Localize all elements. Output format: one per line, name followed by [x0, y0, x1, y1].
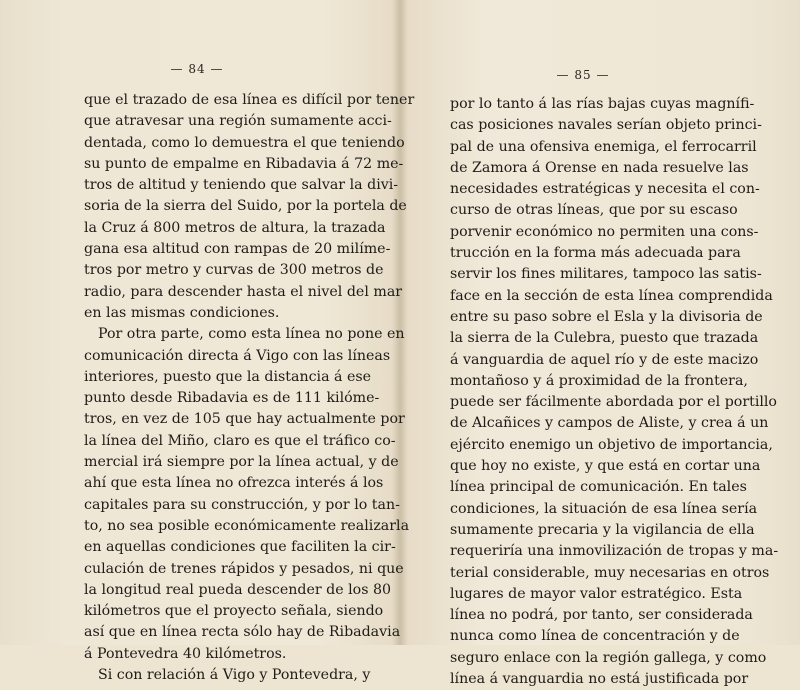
text-line: á vanguardia de aquel río y de este macizo [450, 351, 759, 368]
text-line: culación de trenes rápidos y pesados, ni que [84, 560, 404, 577]
text-line: servir los fines militares, tampoco las satis- [450, 266, 762, 283]
page-number: — 85 — [556, 68, 610, 82]
text-line: tros, en vez de 105 que hay actualmente por [84, 411, 405, 428]
text-line: face en la sección de esta línea comprendida [450, 287, 773, 304]
text-line: sumamente precaria y la vigilancia de ella [450, 521, 755, 538]
text-line: tros por metro y curvas de 300 metros de [84, 262, 384, 279]
text-line: Por otra parte, como esta línea no pone en [98, 326, 405, 343]
text-line: por lo tanto á las rías bajas cuyas magnífi- [450, 96, 755, 112]
text-line: línea no podrá, por tanto, ser considerada [450, 607, 753, 624]
text-line: así que en línea recta sólo hay de Ribadavia [84, 624, 401, 641]
text-line: montañoso y á proximidad de la frontera, [450, 372, 748, 389]
text-line: capitales para su construcción, y por lo tan- [84, 496, 400, 513]
text-line: línea á vanguardia no está justificada por [450, 671, 749, 688]
text-line: radio, para descender hasta el nivel del mar [84, 283, 403, 300]
text-line: tros de altitud y teniendo que salvar la divi- [84, 177, 399, 194]
page-number: — 84 — [170, 62, 224, 76]
text-line: to, no sea posible económicamente realizarla [84, 517, 410, 534]
text-line: curso de otras líneas, que por su escaso [450, 202, 738, 219]
text-line: la sierra de la Culebra, puesto que trazada [450, 330, 759, 347]
text-line: soria de la sierra del Suido, por la portela de [84, 198, 407, 215]
text-line: en aquellas condiciones que faciliten la cir- [84, 539, 396, 556]
text-line: la longitud real pueda descender de los 80 [84, 581, 392, 598]
text-line: lugares de mayor valor estratégico. Esta [450, 585, 743, 602]
text-line: mercial irá siempre por la línea actual, y de [84, 454, 399, 471]
text-line: comunicación directa á Vigo con las líneas [84, 347, 391, 364]
page-text [450, 94, 779, 690]
text-line: Si con relación á Vigo y Pontevedra, y [98, 667, 371, 684]
text-line: condiciones, la situación de esa línea sería [450, 500, 758, 517]
text-line: trucción en la forma más adecuada para [450, 245, 741, 262]
text-line: que atravesar una región sumamente acci- [84, 113, 392, 130]
text-line: la Cruz á 800 metros de altura, la trazada [84, 219, 386, 236]
text-line: en las mismas condiciones. [84, 304, 280, 321]
text-line: que el trazado de esa línea es difícil por tener [84, 92, 415, 108]
text-line: nunca como línea de concentración y de [450, 628, 740, 645]
text-line: dentada, como lo demuestra el que teniendo [84, 134, 405, 151]
text-line: puede ser fácilmente abordada por el portillo [450, 394, 777, 411]
text-line: pal de una ofensiva enemiga, el ferrocarril [450, 138, 757, 155]
text-line: ejército enemigo un objetivo de importancia, [450, 436, 773, 453]
text-line: ahí que esta línea no ofrezca interés á los [84, 475, 384, 492]
text-line: á Pontevedra 40 kilómetros. [84, 645, 287, 662]
text-line: cas posiciones navales serían objeto princi- [450, 117, 762, 134]
right-page [402, 0, 800, 688]
text-line: punto desde Ribadavia es de 111 kilóme- [84, 390, 380, 407]
text-line: entre su paso sobre el Esla y la divisoria de [450, 308, 763, 325]
text-line: de Zamora á Orense en nada resuelve las [450, 159, 749, 176]
text-line: la línea del Miño, claro es que el tráfico co- [84, 432, 396, 449]
text-line: requeriría una inmovilización de tropas y ma- [450, 543, 779, 560]
text-line: necesidades estratégicas y necesita el con- [450, 181, 760, 198]
text-line: porvenir económico no permiten una cons- [450, 223, 759, 240]
text-line: interiores, puesto que la distancia á ese [84, 368, 372, 385]
text-line: de Alcañices y campos de Aliste, y crea á un [450, 415, 769, 432]
text-line: su punto de empalme en Ribadavia á 72 me- [84, 155, 404, 172]
text-line: kilómetros que el proyecto señala, siendo [84, 603, 384, 620]
text-line: terial considerable, muy necesarias en otros [450, 564, 770, 581]
text-line: seguro enlace con la región gallega, y como [450, 649, 767, 666]
text-line: gana esa altitud con rampas de 20 milíme- [84, 241, 391, 258]
text-line: que hoy no existe, y que está en cortar una [450, 458, 761, 475]
page-text [84, 90, 415, 686]
text-line: línea principal de comunicación. En tales [450, 479, 747, 496]
